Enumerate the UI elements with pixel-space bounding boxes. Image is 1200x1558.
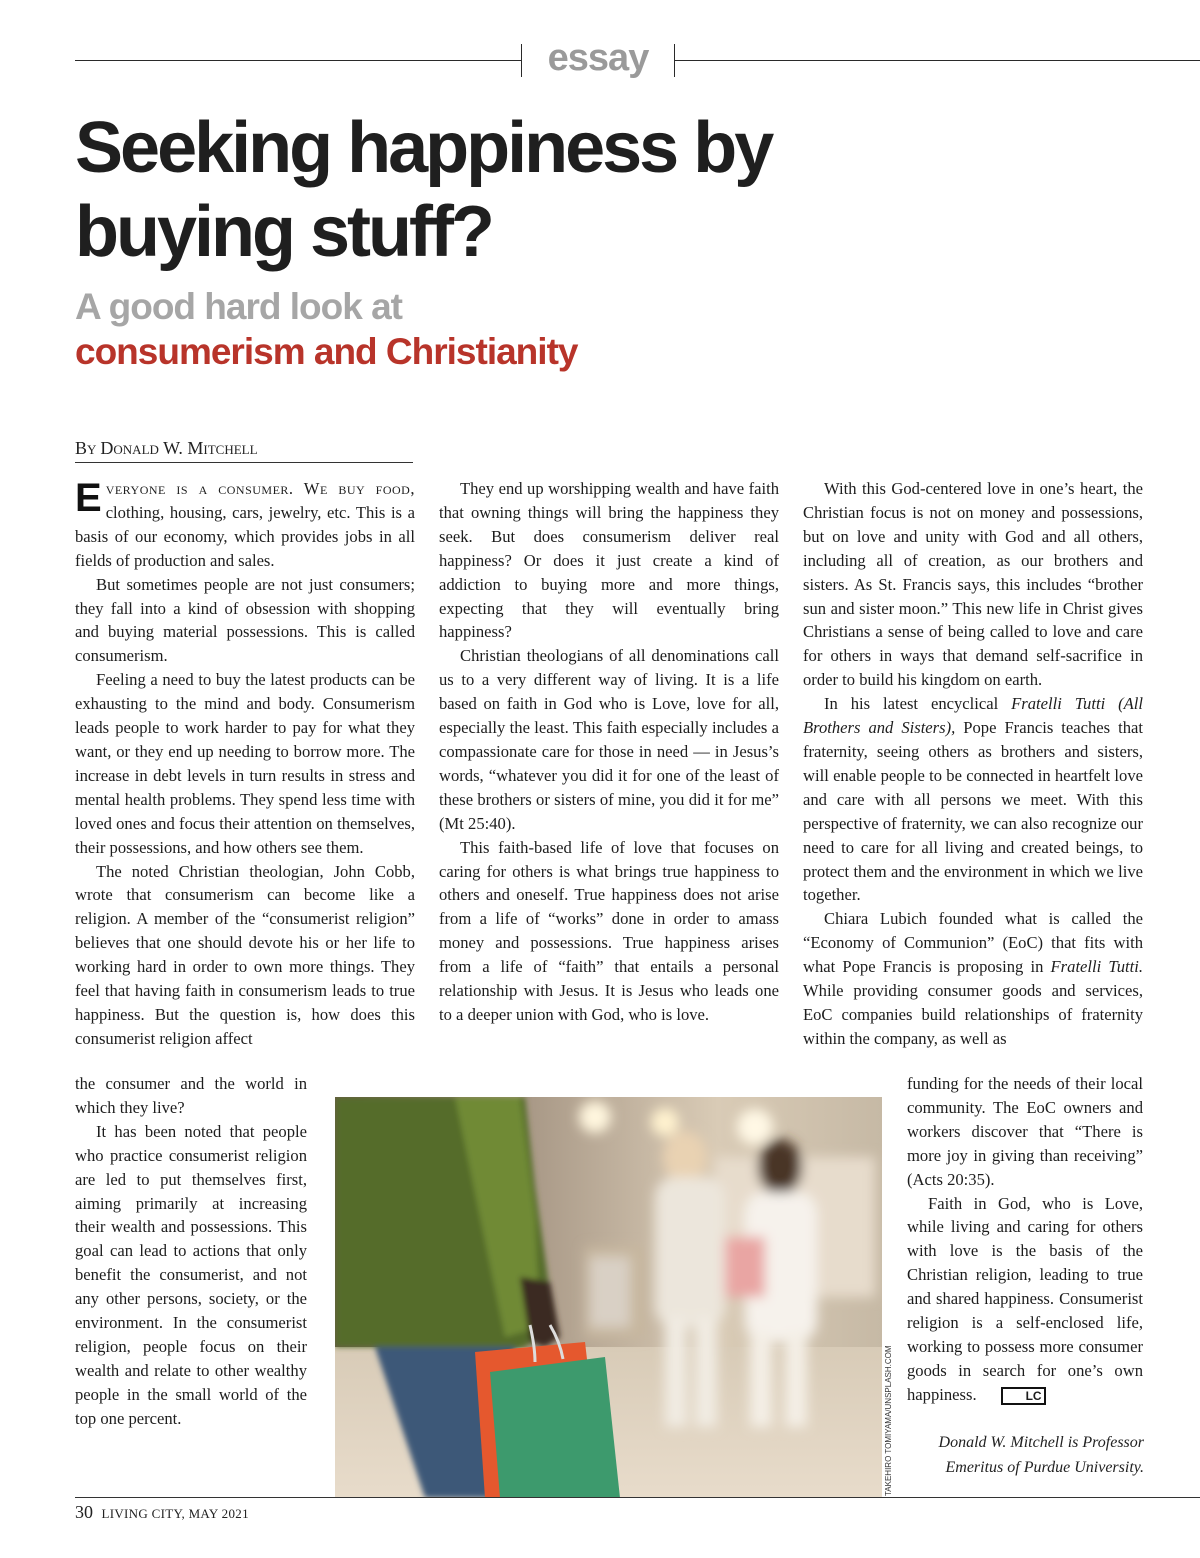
shopping-photo-illustration bbox=[335, 1097, 882, 1498]
paragraph-11: Chiara Lubich founded what is called the “Economy of Communion” (EoC) that fits with what Pope Francis is proposing in Fratelli Tutti. While providing consumer goods and services, EoC companies build relationships of fraternity within the company, as well as bbox=[803, 909, 1143, 1048]
deck-line-1: A good hard look at bbox=[75, 286, 403, 327]
paragraph-8: This faith-based life of love that focuses on caring for others is what brings true happiness to others and oneself. True happiness does not arise from a life of “works” done in order to amass money and possessions. True happiness arises from a life of “faith” that entails a personal relationship with Jesus. It is Jesus who leads one to a deeper union with God, who is love. bbox=[439, 837, 779, 1024]
section-rule-left bbox=[75, 60, 522, 61]
publication-name: LIVING CITY, MAY 2021 bbox=[101, 1506, 249, 1521]
article-column-1 bbox=[75, 477, 415, 1051]
article-column-1-narrow bbox=[75, 1072, 307, 1431]
paragraph-6: They end up worshipping wealth and have faith that owning things will bring the happiness they seek. But does consumerism deliver real happiness? Or does it just create a kind of addiction to buying more and more things, expecting that they will eventually bring happiness? bbox=[439, 479, 779, 642]
article-column-3 bbox=[803, 477, 1143, 1051]
byline bbox=[75, 438, 258, 459]
paragraph-10: In his latest encyclical Fratelli Tutti (All Brothers and Sisters), Pope Francis teaches that fraternity, seeing others as brothers and sisters, will enable people to be connected in heartfelt love and care with all persons we meet. With this perspective of fraternity, we can also recognize our need to care for all living and created beings, to protect them and the environment in which we live together. bbox=[803, 694, 1143, 905]
paragraph-11-end: funding for the needs of their local community. The EoC owners and workers discover that “There is more joy in giving than receiving” (Acts 20:35). bbox=[907, 1074, 1143, 1189]
paragraph-4: The noted Christian theologian, John Cobb, wrote that consumerism can become like a religion. A member of the “consumerist religion” believes that one should devote his or her life to working hard in order to own more things. They feel that having faith in consumerism leads to true happiness. But the question is, how does this consumerist religion affect bbox=[75, 861, 415, 1048]
article-column-2 bbox=[439, 477, 779, 1027]
drop-cap: E bbox=[75, 476, 102, 520]
end-mark-logo: LC bbox=[1001, 1387, 1046, 1405]
article-photo bbox=[335, 1097, 882, 1498]
paragraph-7: Christian theologians of all denominations call us to a very different way of living. It is a life based on faith in God who is Love, love for all, especially the least. This faith especially includes a compassionate care for those in need — in Jesus’s words, “whatever you did it for one of the least of these brothers or sisters of mine, you did it for me” (Mt 25:40). bbox=[439, 646, 779, 833]
paragraph-12: Faith in God, who is Love, while living and caring for others with love is the basis of the Christian religion, leading to true and shared happiness. Consumerist religion is a self-enclosed life, working to possess more consumer goods in search for one’s own happiness. LC bbox=[907, 1193, 1143, 1404]
page-number: 30 bbox=[75, 1502, 93, 1522]
article-column-3-narrow bbox=[907, 1072, 1143, 1407]
paragraph-2: But sometimes people are not just consumers; they fall into a kind of obsession with shopping and buying material possessions. This is called consumerism. bbox=[75, 574, 415, 666]
paragraph-4-end: the consumer and the world in which they live? bbox=[75, 1074, 307, 1117]
byline-rule bbox=[75, 462, 413, 463]
paragraph-1: Everyone is a consumer. We buy food, clothing, housing, cars, jewelry, etc. This is a basis of our economy, which provides jobs in all fields of production and sales. bbox=[75, 476, 415, 570]
section-label: essay bbox=[547, 37, 649, 79]
paragraph-3: Feeling a need to buy the latest products can be exhausting to the mind and body. Consumerism leads people to work harder to pay for what they want, or they end up needing to borrow more. The increase in debt levels in turn results in stress and mental health problems. They spend less time with loved ones and focus their attention on themselves, their possessions, and how others see them. bbox=[75, 670, 415, 857]
deck bbox=[75, 284, 875, 374]
section-rule-right bbox=[674, 60, 1200, 61]
paragraph-9: With this God-centered love in one’s heart, the Christian focus is not on money and possessions, but on love and unity with God and all others, including all of creation, as our brothers and sisters. As St. Francis says, this includes “brother sun and sister moon.” This new life in Christ gives Christians a sense of being called to love and care for others in ways that demand self-sacrifice in order to build his kingdom on earth. bbox=[803, 479, 1143, 690]
lead-in: veryone is a consumer. We buy food, bbox=[105, 479, 415, 498]
photo-credit: TAKEHIRO TOMIYAMA/UNSPLASH.COM bbox=[884, 1345, 893, 1496]
folio bbox=[75, 1502, 249, 1523]
byline-author: Donald W. Mitchell bbox=[100, 438, 258, 458]
deck-line-2: consumerism and Christianity bbox=[75, 331, 578, 372]
paragraph-5: It has been noted that people who practice consumerist religion are led to put themselves first, aiming primarily at increasing their wealth and possessions. This goal can lead to actions that only benefit the consumerist, and not any other persons, society, or the environment. In the consumerist religion, people focus on their wealth and relate to other wealthy people in the small world of the top one percent. bbox=[75, 1121, 307, 1428]
footer-rule bbox=[75, 1497, 1200, 1498]
author-bio: Donald W. Mitchell is Professor Emeritus of Purdue University. bbox=[938, 1434, 1144, 1476]
headline: Seeking happiness by buying stuff? bbox=[75, 108, 772, 272]
byline-prefix: By bbox=[75, 438, 97, 458]
